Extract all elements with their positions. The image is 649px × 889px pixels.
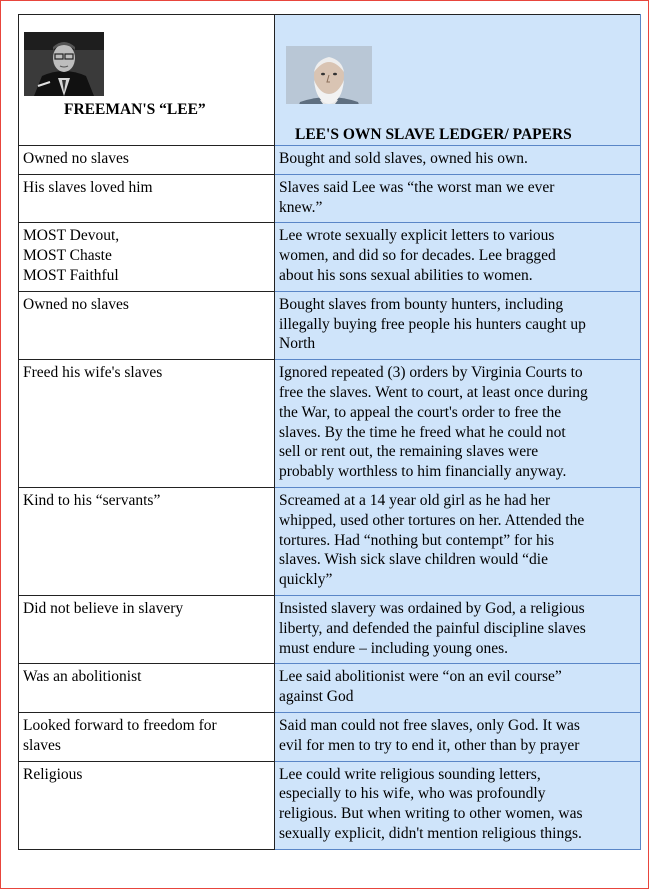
table-row bbox=[19, 146, 641, 175]
table-row bbox=[19, 174, 641, 223]
lee-header-cell bbox=[275, 15, 641, 146]
lee-fact-cell: Screamed at a 14 year old girl as he had her whipped, used other tortures on her. Attended the tortures. Had “nothing but contempt” for his slaves. Wish sick slave children would “die quickly” bbox=[275, 487, 641, 595]
table-row bbox=[19, 761, 641, 849]
freeman-claim-cell: Owned no slaves bbox=[19, 291, 275, 359]
table-row bbox=[19, 595, 641, 663]
freeman-claim-cell: Did not believe in slavery bbox=[19, 595, 275, 663]
comparison-table bbox=[18, 14, 641, 850]
freeman-claim-cell: Religious bbox=[19, 761, 275, 849]
table-row bbox=[19, 360, 641, 488]
lee-fact-cell: Insisted slavery was ordained by God, a religious liberty, and defended the painful discipline slaves must endure – including young ones. bbox=[275, 595, 641, 663]
freeman-lee-title: FREEMAN'S “LEE” bbox=[64, 101, 206, 118]
freeman-portrait bbox=[24, 32, 104, 96]
table-row bbox=[19, 664, 641, 713]
lee-fact-cell: Lee said abolitionist were “on an evil course” against God bbox=[275, 664, 641, 713]
lee-fact-cell: Said man could not free slaves, only God. It was evil for men to try to end it, other than by prayer bbox=[275, 712, 641, 761]
table-row bbox=[19, 487, 641, 595]
freeman-header-cell bbox=[19, 15, 275, 146]
freeman-claim-cell: Owned no slaves bbox=[19, 146, 275, 175]
freeman-claim-cell: His slaves loved him bbox=[19, 174, 275, 223]
lee-fact-cell[interactable]: Lee could write religious sounding letters, especially to his wife, who was profoundly religious. But when writing to other women, was sexually explicit, didn't mention religious things. bbox=[275, 761, 641, 849]
freeman-claim-cell: Freed his wife's slaves bbox=[19, 360, 275, 488]
freeman-claim-cell: Looked forward to freedom for slaves bbox=[19, 712, 275, 761]
lee-fact-cell: Bought and sold slaves, owned his own. bbox=[275, 146, 641, 175]
freeman-claim-cell: Kind to his “servants” bbox=[19, 487, 275, 595]
lee-fact-cell: Bought slaves from bounty hunters, including illegally buying free people his hunters caught up North bbox=[275, 291, 641, 359]
lee-ledger-title: LEE'S OWN SLAVE LEDGER/ PAPERS bbox=[295, 126, 572, 143]
header-row bbox=[19, 15, 641, 146]
freeman-claim-cell: MOST Devout, MOST Chaste MOST Faithful bbox=[19, 223, 275, 291]
lee-fact-cell: Lee wrote sexually explicit letters to various women, and did so for decades. Lee bragged about his sons sexual abilities to women. bbox=[275, 223, 641, 291]
table-row bbox=[19, 712, 641, 761]
freeman-claim-cell: Was an abolitionist bbox=[19, 664, 275, 713]
table-row bbox=[19, 223, 641, 291]
lee-fact-cell: Ignored repeated (3) orders by Virginia Courts to free the slaves. Went to court, at least once during the War, to appeal the court's order to free the slaves. By the time he freed what he could not sell or rent out, the remaining slaves were probably worthless to him financially anyway. bbox=[275, 360, 641, 488]
table-row bbox=[19, 291, 641, 359]
lee-fact-cell: Slaves said Lee was “the worst man we ever knew.” bbox=[275, 174, 641, 223]
lee-portrait bbox=[286, 26, 372, 104]
